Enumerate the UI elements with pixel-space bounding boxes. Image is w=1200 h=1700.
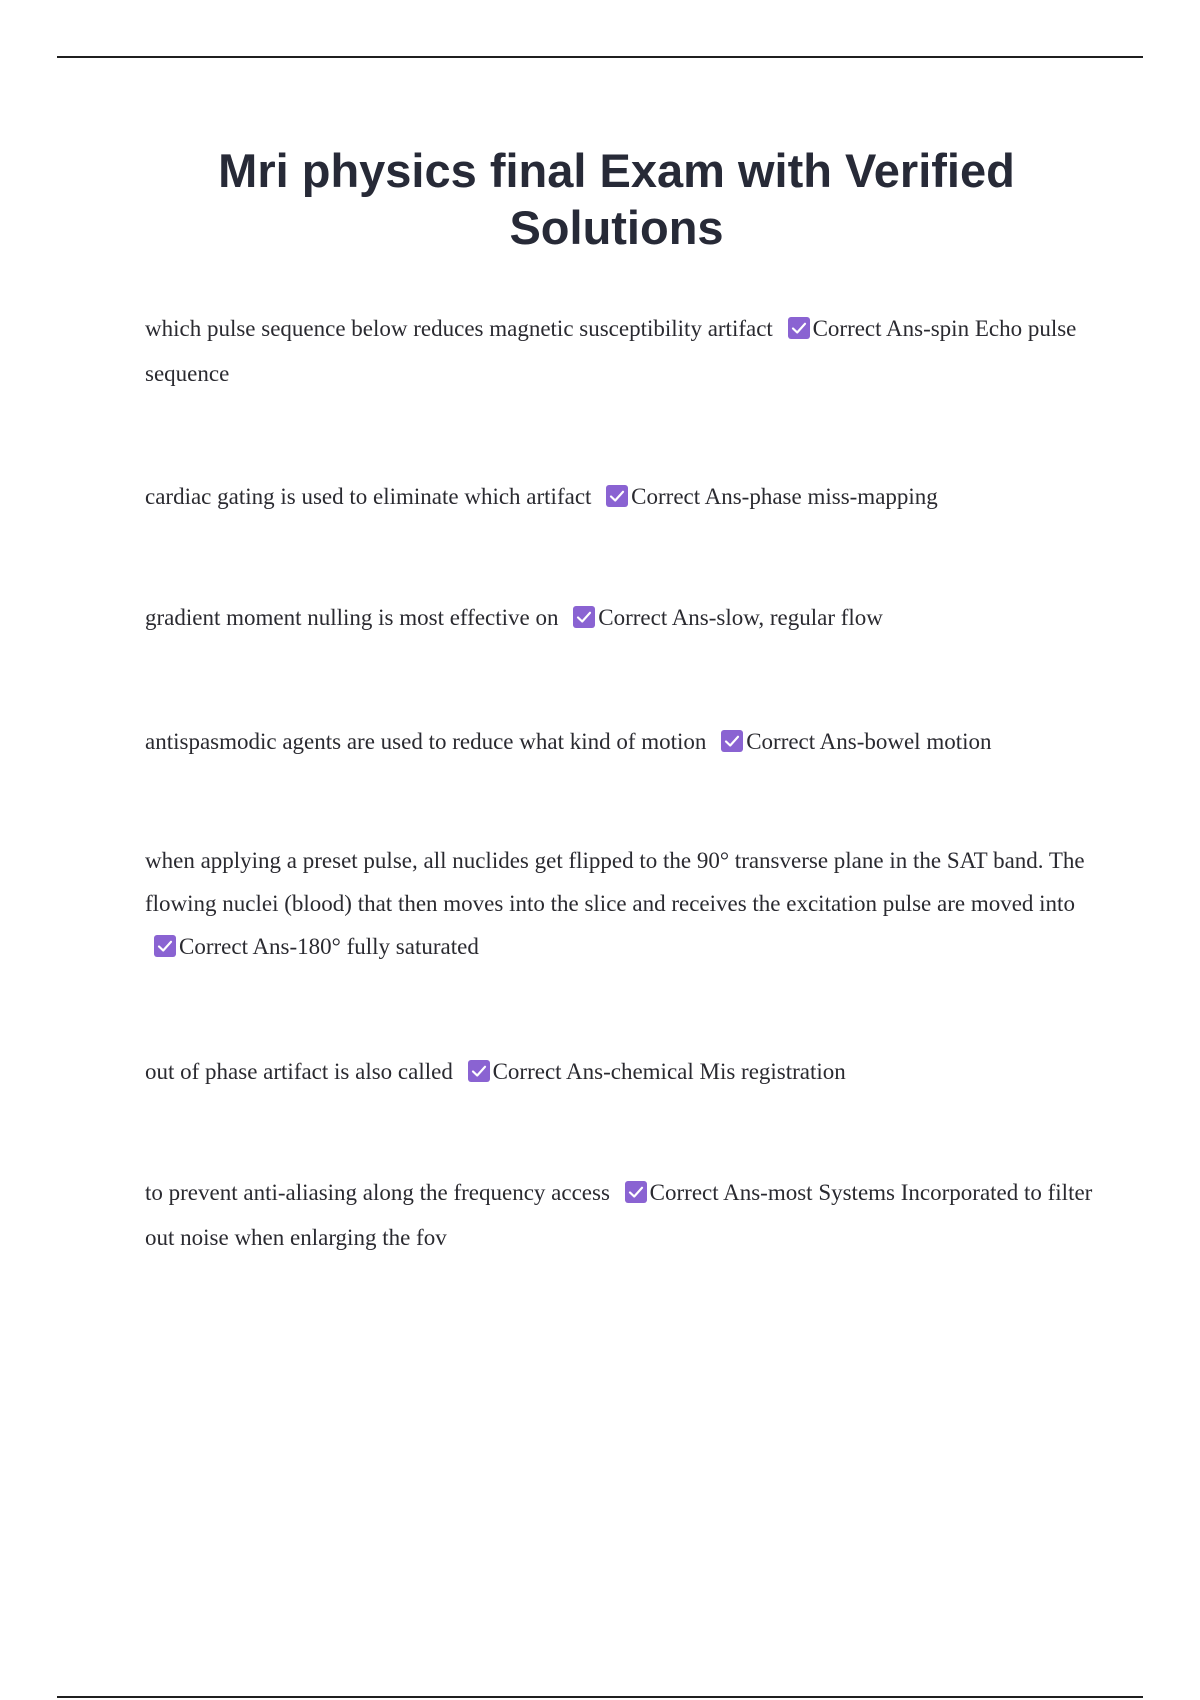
answer-text: Correct Ans-chemical Mis registration: [492, 1059, 846, 1084]
answer-text: Correct Ans-180° fully saturated: [179, 934, 479, 959]
checkbox-checked-icon: [154, 935, 176, 957]
qa-item-1: [145, 306, 1095, 396]
answer-text: Correct Ans-spin Echo pulse sequence: [145, 316, 1077, 386]
checkbox-checked-icon: [625, 1181, 647, 1203]
bottom-rule: [57, 1696, 1143, 1698]
question-text: cardiac gating is used to eliminate which artifact: [145, 484, 592, 509]
qa-item-2: [145, 474, 1095, 519]
answer-text: Correct Ans-slow, regular flow: [598, 605, 883, 630]
document-title: Mri physics final Exam with Verified Solutions: [218, 144, 1015, 254]
top-rule: [57, 56, 1143, 58]
question-text: gradient moment nulling is most effective on: [145, 605, 559, 630]
qa-item-7: [145, 1170, 1095, 1260]
qa-item-6: [145, 1049, 1095, 1094]
question-text: antispasmodic agents are used to reduce what kind of motion: [145, 729, 707, 754]
qa-item-5: [145, 839, 1095, 968]
question-text: to prevent anti-aliasing along the frequency access: [145, 1180, 610, 1205]
answer-text: Correct Ans-most Systems Incorporated to filter out noise when enlarging the fov: [145, 1180, 1093, 1250]
question-text: out of phase artifact is also called: [145, 1059, 453, 1084]
checkbox-checked-icon: [721, 730, 743, 752]
answer-text: Correct Ans-bowel motion: [746, 729, 992, 754]
answer-text: Correct Ans-phase miss-mapping: [631, 484, 938, 509]
qa-item-3: [145, 595, 1095, 640]
qa-item-4: [145, 719, 1095, 764]
checkbox-checked-icon: [788, 317, 810, 339]
checkbox-checked-icon: [573, 606, 595, 628]
checkbox-checked-icon: [606, 485, 628, 507]
question-text: which pulse sequence below reduces magnetic susceptibility artifact: [145, 316, 773, 341]
checkbox-checked-icon: [468, 1060, 490, 1082]
question-text: when applying a preset pulse, all nuclides get flipped to the 90° transverse plane in the SAT band. The flowing nuclei (blood) that then moves into the slice and receives the excitation pulse are moved into: [145, 848, 1085, 916]
